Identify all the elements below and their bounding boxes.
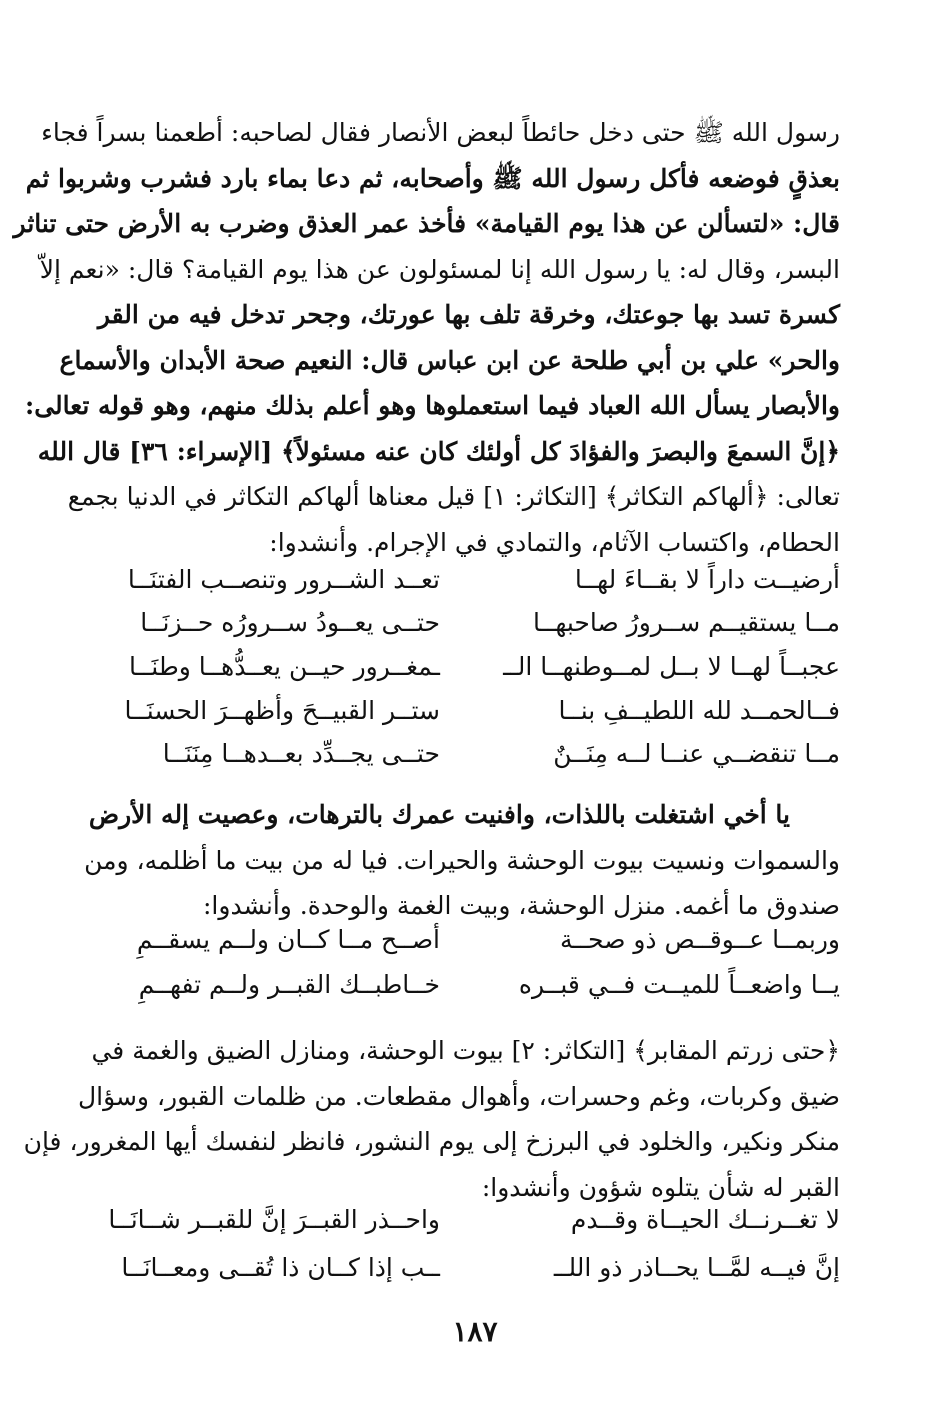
text-line: تعالى: ﴿ألهاكم التكاثر﴾ [التكاثر: ١] قيل معناها ألهاكم التكاثر في الدنيا بجمع — [67, 482, 840, 511]
verse-first-hemistich: عجبــاً لهــا لا بــل لمــوطنهــا الــ — [503, 652, 840, 681]
text-line: القبر له شأن يتلوه شؤون وأنشدوا: — [481, 1172, 840, 1202]
verse-second-hemistich: حتــى يعــودُ ســرورُه حــزنَــا — [140, 608, 440, 637]
verse-first-hemistich: فــالحمــد لله اللطيــفِ بنــا — [558, 696, 840, 725]
paragraph-2 — [80, 792, 840, 929]
verse-first-hemistich: مــا يستقيــم ســرورُ صاحبهــا — [533, 608, 840, 637]
verse-second-hemistich: ــب إذا كــان ذا تُقــى ومعــانَــا — [121, 1253, 440, 1282]
verse — [80, 965, 840, 1005]
verse-first-hemistich: يــا واضعــاً للميــت فــي قبــره — [518, 970, 840, 999]
page-number: ١٨٧ — [452, 1315, 498, 1348]
verse-first-hemistich: إنَّ فيــه لمَّــا يحــاذر ذو اللــ — [553, 1253, 840, 1282]
verse — [80, 1200, 840, 1240]
text-line: كسرة تسد بها جوعتك، وخرقة تلف بها عورتك، وجحر تدخل فيه من القر — [97, 300, 840, 329]
verse-second-hemistich: ـمغــرور حيــن يعــدُّهــا وطنَــا — [129, 652, 440, 681]
text-line: منكر ونكير، والخلود في البرزخ إلى يوم النشور، فانظر لنفسك أيها المغرور، فإن — [23, 1127, 840, 1156]
text-line: بعذقٍ فوضعه فأكل رسول الله ﷺ وأصحابه، ثم دعا بماء بارد فشرب وشربوا ثم — [25, 163, 840, 193]
paragraph-3 — [23, 1028, 840, 1210]
verse — [80, 734, 840, 774]
text-line: قال: «لتسألن عن هذا يوم القيامة» فأخذ عمر العذق وضرب به الأرض حتى تناثر — [13, 209, 840, 238]
text-line: والأبصار يسأل الله العباد فيما استعملوها وهو أعلم بذلك منهم، وهو قوله تعالى: — [24, 391, 840, 420]
text-line: ﴿حتى زرتم المقابر﴾ [التكاثر: ٢] بيوت الوحشة، ومنازل الضيق والغمة في — [91, 1036, 840, 1065]
verse — [80, 1248, 840, 1288]
verse-first-hemistich: وربمــا عــوقــص ذو صحــة — [560, 925, 840, 954]
poem-1 — [80, 560, 840, 780]
text-line: البسر، وقال له: يا رسول الله إنا لمسئولون عن هذا يوم القيامة؟ قال: «نعم إلاّ — [39, 254, 840, 284]
text-line: يا أخي اشتغلت باللذات، وافنيت عمرك بالترهات، وعصيت إله الأرض — [88, 800, 790, 829]
text-line: الحطام، واكتساب الآثام، والتمادي في الإجرام. وأنشدوا: — [269, 527, 840, 557]
verse-second-hemistich: تعــد الشــرور وتنصــب الفتنَــا — [127, 565, 440, 594]
text-line: ضيق وكربات، وغم وحسرات، وأهوال مقطعات. من ظلمات القبور، وسؤال — [77, 1081, 840, 1111]
poem-2 — [80, 920, 840, 1010]
text-line: والسموات ونسيت بيوت الوحشة والحيرات. فيا له من بيت ما أظلمه، ومن — [84, 845, 840, 875]
verse-first-hemistich: أرضيــت داراً لا بقــاءَ لهــا — [574, 565, 840, 594]
verse-second-hemistich: خــاطبــك القبــر ولــم تفهــمِ — [138, 970, 440, 999]
verse-second-hemistich: أصــح مــا كــان ولــم يسقــمِ — [136, 925, 440, 954]
text-line: والحر» علي بن أبي طلحة عن ابن عباس قال: النعيم صحة الأبدان والأسماع — [59, 345, 840, 375]
verse-second-hemistich: حتــى يجــدِّد بعــدهــا مِنَنَــا — [162, 739, 440, 768]
verse — [80, 920, 840, 960]
verse — [80, 647, 840, 687]
verse — [80, 691, 840, 731]
verse — [80, 603, 840, 643]
verse-second-hemistich: واحــذر القبــرَ إنَّ للقبــر شــانَــا — [108, 1205, 440, 1234]
verse-second-hemistich: ستــر القبيــحَ وأظهــرَ الحسنَــا — [124, 696, 440, 725]
text-line: صندوق ما أغمه. منزل الوحشة، وبيت الغمة والوحدة. وأنشدوا: — [203, 891, 840, 920]
text-line: رسول الله ﷺ حتى دخل حائطاً لبعض الأنصار فقال لصاحبه: أطعمنا بسراً فجاء — [41, 118, 840, 147]
poem-3 — [80, 1200, 840, 1290]
paragraph-1 — [13, 110, 840, 565]
verse-first-hemistich: مــا تنقضــي عنــا لــه مِنَــنٌ — [553, 739, 840, 768]
verse — [80, 560, 840, 600]
verse-first-hemistich: لا تغــرنــك الحيــاة وقــدم — [570, 1205, 840, 1234]
text-line: ﴿إنَّ السمعَ والبصرَ والفؤادَ كل أولئك كان عنه مسئولاً﴾ [الإسراء: ٣٦] قال الله — [37, 436, 840, 466]
